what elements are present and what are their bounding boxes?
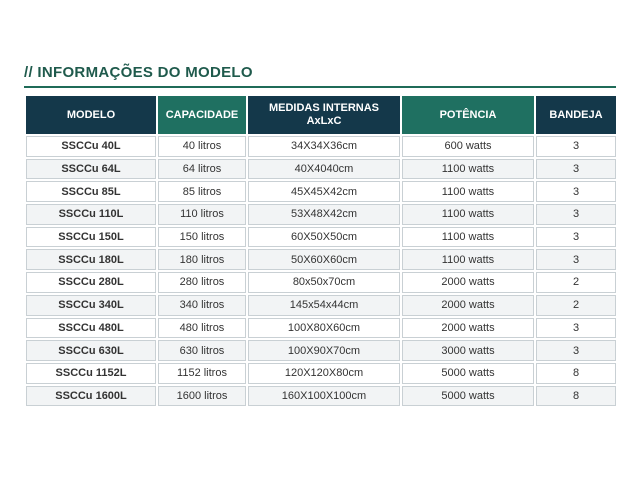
cell-medidas: 100X90X70cm xyxy=(248,340,400,361)
cell-capacidade: 340 litros xyxy=(158,295,246,316)
header-medidas-line2: AxLxC xyxy=(306,115,342,127)
cell-capacidade: 630 litros xyxy=(158,340,246,361)
cell-potencia: 1100 watts xyxy=(402,249,534,270)
cell-modelo: SSCCu 280L xyxy=(26,272,156,293)
cell-bandeja: 2 xyxy=(536,272,616,293)
cell-bandeja: 3 xyxy=(536,181,616,202)
cell-bandeja: 3 xyxy=(536,204,616,225)
cell-modelo: SSCCu 110L xyxy=(26,204,156,225)
table-row xyxy=(26,227,616,248)
table-row xyxy=(26,249,616,270)
cell-medidas: 160X100X100cm xyxy=(248,386,400,407)
cell-potencia: 1100 watts xyxy=(402,181,534,202)
cell-bandeja: 3 xyxy=(536,340,616,361)
cell-capacidade: 40 litros xyxy=(158,136,246,157)
cell-medidas: 120X120X80cm xyxy=(248,363,400,384)
table-row xyxy=(26,340,616,361)
cell-modelo: SSCCu 1152L xyxy=(26,363,156,384)
cell-modelo: SSCCu 64L xyxy=(26,159,156,180)
model-info-table xyxy=(24,94,618,408)
cell-modelo: SSCCu 480L xyxy=(26,318,156,339)
title-divider xyxy=(24,86,616,88)
cell-medidas: 100X80X60cm xyxy=(248,318,400,339)
cell-modelo: SSCCu 180L xyxy=(26,249,156,270)
cell-potencia: 3000 watts xyxy=(402,340,534,361)
table-row xyxy=(26,159,616,180)
cell-bandeja: 3 xyxy=(536,249,616,270)
cell-medidas: 60X50X50cm xyxy=(248,227,400,248)
cell-capacidade: 180 litros xyxy=(158,249,246,270)
cell-modelo: SSCCu 630L xyxy=(26,340,156,361)
header-modelo: MODELO xyxy=(26,96,156,134)
cell-capacidade: 1600 litros xyxy=(158,386,246,407)
cell-capacidade: 64 litros xyxy=(158,159,246,180)
table-row xyxy=(26,295,616,316)
header-capacidade: CAPACIDADE xyxy=(158,96,246,134)
cell-capacidade: 480 litros xyxy=(158,318,246,339)
table-row xyxy=(26,136,616,157)
header-medidas xyxy=(248,96,400,134)
cell-bandeja: 8 xyxy=(536,386,616,407)
cell-medidas: 80x50x70cm xyxy=(248,272,400,293)
table-row xyxy=(26,181,616,202)
cell-potencia: 2000 watts xyxy=(402,272,534,293)
cell-potencia: 2000 watts xyxy=(402,318,534,339)
cell-potencia: 1100 watts xyxy=(402,159,534,180)
cell-medidas: 53X48X42cm xyxy=(248,204,400,225)
cell-capacidade: 150 litros xyxy=(158,227,246,248)
cell-potencia: 1100 watts xyxy=(402,204,534,225)
cell-potencia: 5000 watts xyxy=(402,386,534,407)
cell-medidas: 145x54x44cm xyxy=(248,295,400,316)
cell-modelo: SSCCu 85L xyxy=(26,181,156,202)
cell-bandeja: 3 xyxy=(536,318,616,339)
cell-bandeja: 3 xyxy=(536,159,616,180)
cell-capacidade: 85 litros xyxy=(158,181,246,202)
cell-bandeja: 3 xyxy=(536,227,616,248)
cell-potencia: 2000 watts xyxy=(402,295,534,316)
table-header-row xyxy=(26,96,616,134)
cell-capacidade: 1152 litros xyxy=(158,363,246,384)
cell-medidas: 40X4040cm xyxy=(248,159,400,180)
cell-bandeja: 8 xyxy=(536,363,616,384)
header-medidas-line1: MEDIDAS INTERNAS xyxy=(268,102,379,114)
cell-potencia: 5000 watts xyxy=(402,363,534,384)
cell-potencia: 1100 watts xyxy=(402,227,534,248)
table-row xyxy=(26,204,616,225)
cell-bandeja: 2 xyxy=(536,295,616,316)
cell-modelo: SSCCu 150L xyxy=(26,227,156,248)
table-row xyxy=(26,272,616,293)
cell-capacidade: 110 litros xyxy=(158,204,246,225)
cell-potencia: 600 watts xyxy=(402,136,534,157)
table-row xyxy=(26,386,616,407)
cell-capacidade: 280 litros xyxy=(158,272,246,293)
cell-modelo: SSCCu 340L xyxy=(26,295,156,316)
cell-medidas: 50X60X60cm xyxy=(248,249,400,270)
header-bandeja: BANDEJA xyxy=(536,96,616,134)
cell-medidas: 45X45X42cm xyxy=(248,181,400,202)
cell-modelo: SSCCu 1600L xyxy=(26,386,156,407)
section-title: // INFORMAÇÕES DO MODELO xyxy=(24,64,253,81)
cell-bandeja: 3 xyxy=(536,136,616,157)
table-row xyxy=(26,318,616,339)
header-potencia: POTÊNCIA xyxy=(402,96,534,134)
cell-medidas: 34X34X36cm xyxy=(248,136,400,157)
table-row xyxy=(26,363,616,384)
cell-modelo: SSCCu 40L xyxy=(26,136,156,157)
